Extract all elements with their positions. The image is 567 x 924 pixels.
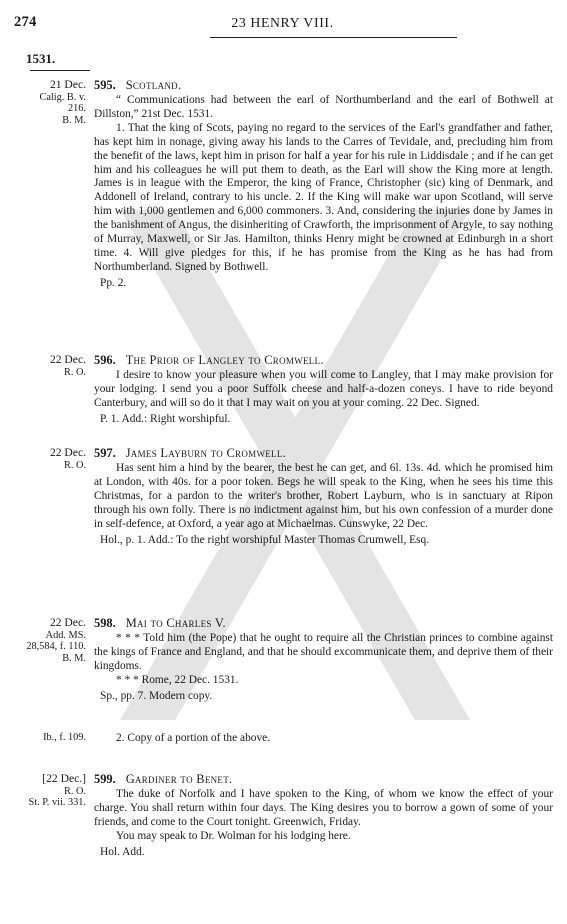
entry-paragraph: * * * Told him (the Pope) that he ought to require all the Christian princes to combine against the kings of France and England, and that he should excommunicate them, and deprive them of their kingdoms. bbox=[94, 632, 553, 672]
entry-note: Hol. Add. bbox=[100, 845, 145, 858]
entry-heading bbox=[94, 446, 553, 460]
header-rule bbox=[210, 37, 457, 38]
entry-title: The Prior of Langley to Cromwell. bbox=[125, 353, 324, 367]
entry-note: Sp., pp. 7. Modern copy. bbox=[100, 689, 213, 702]
entry-body bbox=[94, 732, 553, 746]
entry-number: 595. bbox=[94, 78, 116, 92]
running-title: 23 HENRY VIII. bbox=[231, 15, 334, 30]
entry-body bbox=[94, 616, 553, 704]
entry-ref: Ib., f. 109. bbox=[43, 732, 86, 743]
entry-number: 599. bbox=[94, 772, 116, 786]
entry-ref: R. O. bbox=[63, 460, 86, 471]
entry-paragraph: You may speak to Dr. Wolman for his lodging here. bbox=[116, 829, 351, 842]
entry-ref: B. M. bbox=[62, 652, 86, 664]
page-number: 274 bbox=[14, 14, 37, 30]
entry-heading bbox=[94, 616, 553, 630]
entry-date: 22 Dec. bbox=[49, 616, 86, 629]
entry-note: P. 1. Add.: Right worshipful. bbox=[100, 412, 231, 425]
entry-paragraph: 1. That the king of Scots, paying no regard to the services of the Earl's grandfather and father, has kept him in nonage, giving away his lands to the Carres of Tevidale, and, precluding him from the benefit of the laws, kept him in prison for half a year for his rule in Liddisdale ; and if he can get him and his colleagues he will put them to death, as the Earl will show the King more at length. James is in league with the Emperor, the king of France, Christopher (sic) king of Denmark, and Addonell of Ireland, contrary to his uncle. 2. If the King will make war upon Scotland, will serve him with 1,000 gentlemen and 6,000 commoners. 3. And, considering the injuries done by James in the banishment of Angus, the disinheriting of Crawforth, the imprisonment of Argyle, to say nothing of Murray, Maxwell, or Sir Jas. Hamilton, thinks Henry might be crowned at Edinburgh in a short time. 4. Will give pledges for this, if he has promise from the King as he has had from Northumberland. Signed by Bothwell. bbox=[94, 121, 553, 273]
year-rule bbox=[30, 70, 90, 71]
entry-ref: Add. MS. bbox=[45, 630, 86, 641]
entry-number: 597. bbox=[94, 446, 116, 460]
entry-number: 598. bbox=[94, 616, 116, 630]
entry-title: Mai to Charles V. bbox=[125, 616, 226, 630]
page-header bbox=[14, 10, 551, 36]
entry-ref: R. O. bbox=[63, 367, 86, 378]
entry-date: [22 Dec.] bbox=[42, 772, 86, 785]
entry-ref: B. M. bbox=[62, 114, 86, 126]
entry-body bbox=[94, 772, 553, 860]
entry-margin bbox=[16, 732, 86, 743]
entry-heading bbox=[94, 78, 553, 92]
entry-date: 22 Dec. bbox=[49, 446, 86, 459]
entry-ref: St. P. vii. 331. bbox=[28, 797, 86, 809]
entry-number: 596. bbox=[94, 353, 116, 367]
entry-heading bbox=[94, 772, 553, 786]
entry-margin bbox=[16, 78, 86, 126]
entry-title: James Layburn to Cromwell. bbox=[125, 446, 287, 460]
entry-paragraph: I desire to know your pleasure when you will come to Langley, that I may make provision for your lodging. I send you a poor Suffolk cheese and half-a-dozen coneys. I have to ride beyond Canterbury, and will so do it that I may wait on you at your coming. 22 Dec. Signed. bbox=[94, 369, 553, 409]
entry-margin bbox=[16, 616, 86, 664]
entry-margin bbox=[16, 772, 86, 809]
entry-paragraph: “ Communications had between the earl of Northumberland and the earl of Bothwell at Dillston,” 21st Dec. 1531. bbox=[94, 94, 553, 120]
entry-body bbox=[94, 78, 553, 291]
entry-note: Hol., p. 1. Add.: To the right worshipful Master Thomas Crumwell, Esq. bbox=[100, 533, 430, 546]
year-heading: 1531. bbox=[26, 51, 56, 66]
entry-margin bbox=[16, 446, 86, 471]
entry-title: Gardiner to Benet. bbox=[125, 772, 233, 786]
entry-title: Scotland. bbox=[125, 78, 182, 92]
entry-date: 21 Dec. bbox=[49, 78, 86, 91]
entry-paragraph: The duke of Norfolk and I have spoken to the King, of whom we know the effect of your charge. You shall return within four days. The King desires you to borrow a gown of some of your friends, and come to the Court tonight. Greenwich, Friday. bbox=[94, 788, 553, 828]
entry-ref: R. O. bbox=[63, 786, 86, 797]
entry-note: Pp. 2. bbox=[100, 276, 127, 289]
entry-ref: Calig. B. v. bbox=[39, 92, 86, 103]
entry-date: 22 Dec. bbox=[49, 353, 86, 366]
entry-body bbox=[94, 353, 553, 427]
entry-margin bbox=[16, 353, 86, 378]
entry-body bbox=[94, 446, 553, 547]
entry-heading bbox=[94, 353, 553, 367]
entry-ref: 28,584, f. 110. bbox=[26, 641, 86, 653]
entry-paragraph: Has sent him a hind by the bearer, the best he can get, and 6l. 13s. 4d. which he promised him at London, with 40s. for a poor token. Begs he will speak to the King, when he sees his time this Christmas, for a pardon to the writer's brother, Robert Layburn, who is in sanctuary at Ripon through his own folly. There is no indictment against him, but his own confession of a murder done in self-defence, at Oxford, a year ago at Michaelmas. Cunswyke, 22 Dec. bbox=[94, 462, 553, 530]
entry-paragraph: * * * Rome, 22 Dec. 1531. bbox=[116, 673, 239, 686]
entry-ref: 216. bbox=[67, 103, 86, 115]
entry-paragraph: 2. Copy of a portion of the above. bbox=[116, 732, 271, 744]
